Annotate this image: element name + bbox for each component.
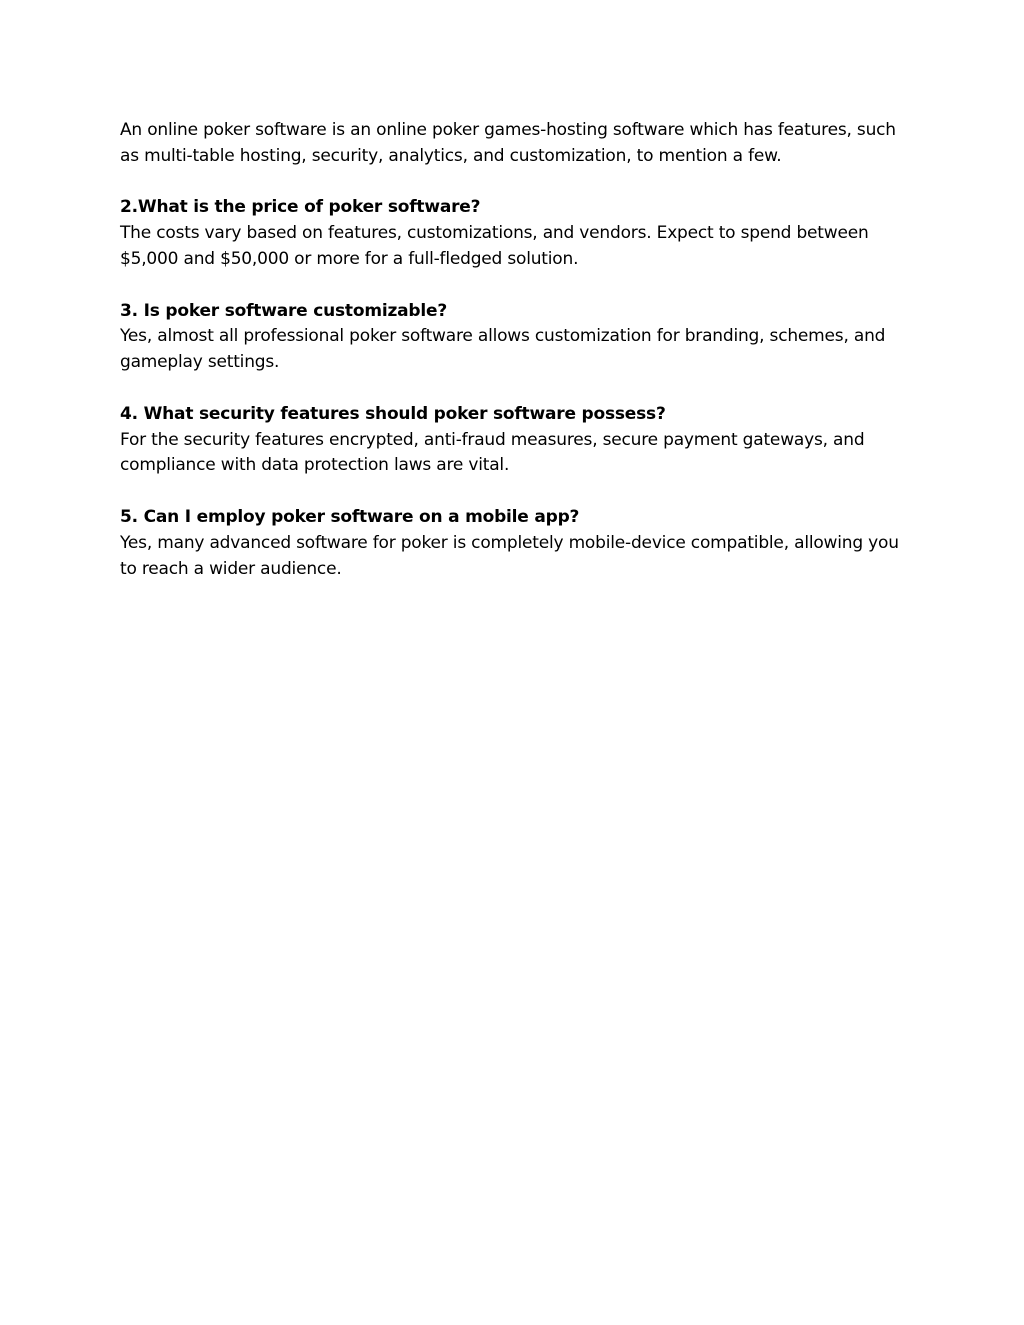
faq-question-security: 4. What security features should poker software possess? bbox=[120, 403, 666, 424]
spacer bbox=[120, 376, 910, 402]
faq-answer-customizable: Yes, almost all professional poker software allows customization for branding, schemes, and gameplay settings. bbox=[120, 326, 886, 373]
spacer bbox=[120, 170, 910, 196]
faq-question-customizable: 3. Is poker software customizable? bbox=[120, 300, 448, 321]
document-page bbox=[120, 118, 910, 582]
faq-answer-mobile: Yes, many advanced software for poker is completely mobile-device compatible, allowing you to reach a wider audience. bbox=[120, 532, 899, 579]
spacer bbox=[120, 479, 910, 505]
faq-answer-security: For the security features encrypted, anti-fraud measures, secure payment gateways, and compliance with data protection laws are vital. bbox=[120, 429, 865, 476]
faq-question-price: 2.What is the price of poker software? bbox=[120, 197, 481, 218]
spacer bbox=[120, 273, 910, 299]
faq-question-mobile: 5. Can I employ poker software on a mobile app? bbox=[120, 506, 580, 527]
intro-paragraph: An online poker software is an online poker games-hosting software which has features, such as multi-table hosting, security, analytics, and customization, to mention a few. bbox=[120, 120, 896, 166]
faq-answer-price: The costs vary based on features, customizations, and vendors. Expect to spend between $5,000 and $50,000 or more for a full-fledged solution. bbox=[120, 223, 869, 269]
